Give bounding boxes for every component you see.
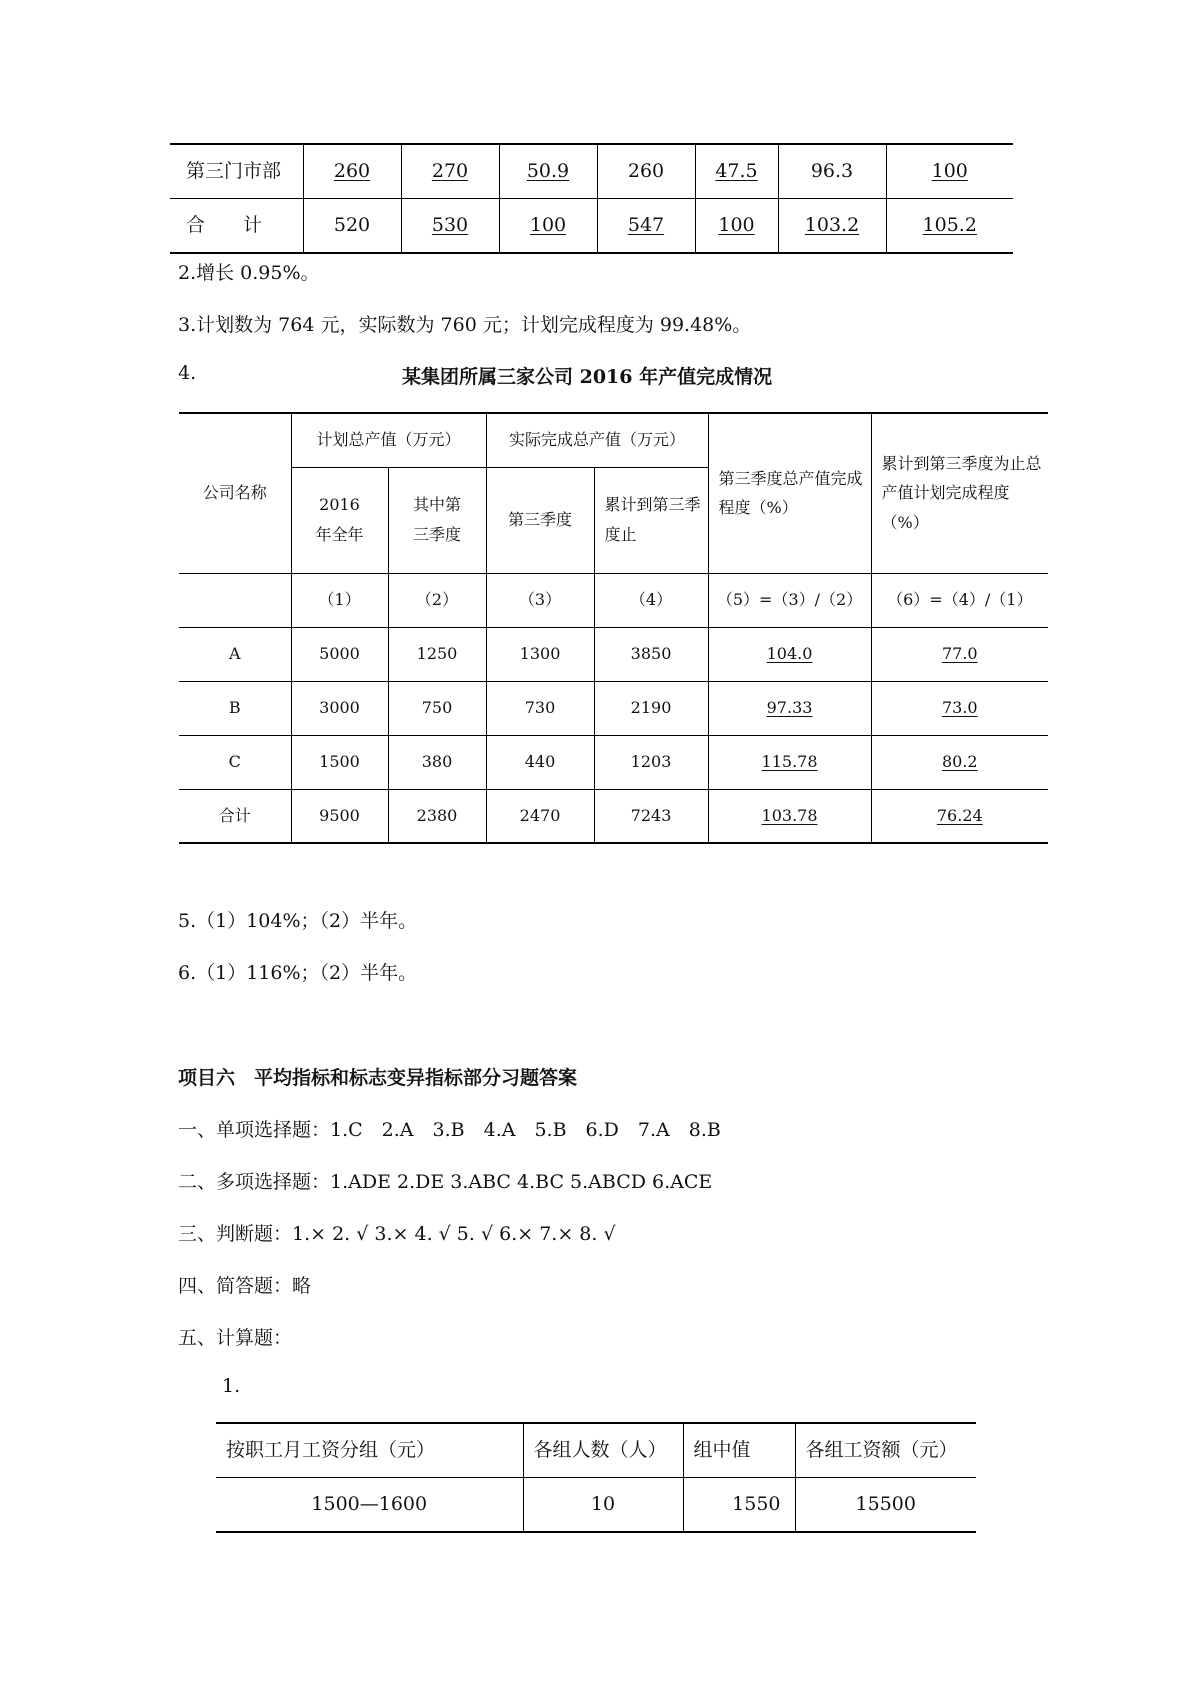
table-row — [170, 144, 1013, 199]
row-label: A — [179, 627, 291, 681]
table-cell: 100 — [529, 213, 567, 236]
table-cell: 103.78 — [761, 805, 818, 825]
table-row — [179, 789, 1048, 843]
table-cell: 50.9 — [526, 159, 570, 182]
table-cell: 100 — [931, 159, 968, 182]
formula-cell: （3） — [486, 573, 594, 627]
answer-4-number: 4. — [178, 362, 197, 384]
table-cell: 730 — [486, 681, 594, 735]
table-cell: 77.0 — [941, 644, 978, 664]
formula-cell: （2） — [388, 573, 486, 627]
answer-6: 6.（1）116%；（2）半年。 — [178, 962, 418, 984]
table-cell: 3850 — [594, 627, 708, 681]
formula-row — [179, 573, 1048, 627]
row-label: C — [179, 735, 291, 789]
answer-3: 3.计划数为 764 元，实际数为 760 元；计划完成程度为 99.48%。 — [178, 314, 752, 336]
answer-2: 2.增长 0.95%。 — [178, 262, 320, 284]
table-cell: 104.0 — [766, 644, 813, 664]
header-company: 公司名称 — [179, 413, 291, 573]
table-cell: 520 — [333, 213, 371, 236]
header-cum-rate: 累计到第三季度为止总产值计划完成程度（%） — [871, 413, 1048, 573]
header-actual-q3: 第三季度 — [486, 467, 594, 573]
table-cell: 1500 — [291, 735, 388, 789]
table-cell: 260 — [333, 159, 371, 182]
header-total-wage: 各组工资额（元） — [795, 1423, 976, 1478]
header-q3-rate: 第三季度总产值完成程度（%） — [708, 413, 871, 573]
short-answer: 四、简答题：略 — [178, 1275, 312, 1297]
table-title: 某集团所属三家公司 2016 年产值完成情况 — [402, 366, 773, 388]
header-plan-q3: 其中第三季度 — [388, 467, 486, 573]
table-cell: 9500 — [291, 789, 388, 843]
table-cell: 547 — [627, 213, 665, 236]
single-choice-answers: 一、单项选择题：1.C 2.A 3.B 4.A 5.B 6.D 7.A 8.B — [178, 1119, 721, 1141]
row-label: 第三门市部 — [170, 144, 303, 199]
header-cumulative: 累计到第三季度止 — [594, 467, 708, 573]
header-plan-group: 计划总产值（万元） — [291, 413, 486, 467]
header-actual-group: 实际完成总产值（万元） — [486, 413, 708, 467]
formula-cell: （5）=（3）/（2） — [708, 573, 871, 627]
table-cell: 2190 — [594, 681, 708, 735]
wage-group-table — [216, 1422, 976, 1533]
header-midpoint: 组中值 — [683, 1423, 795, 1478]
multi-choice-answers: 二、多项选择题：1.ADE 2.DE 3.ABC 4.BC 5.ABCD 6.ACE — [178, 1171, 713, 1193]
table-cell: 2470 — [486, 789, 594, 843]
header-count: 各组人数（人） — [523, 1423, 683, 1478]
table-cell: 1550 — [683, 1478, 795, 1533]
header-wage-group: 按职工月工资分组（元） — [216, 1423, 523, 1478]
table-cell: 270 — [431, 159, 469, 182]
header-row — [216, 1423, 976, 1478]
table-cell: 3000 — [291, 681, 388, 735]
calc-heading: 五、计算题： — [178, 1327, 293, 1349]
table-cell: 7243 — [594, 789, 708, 843]
table-cell: 10 — [523, 1478, 683, 1533]
table-cell: 440 — [486, 735, 594, 789]
output-completion-table — [179, 412, 1048, 844]
table-cell: 1500—1600 — [311, 1492, 428, 1515]
calc-item-1: 1. — [222, 1375, 241, 1397]
table-cell: 105.2 — [922, 213, 977, 236]
answer-5: 5.（1）104%；（2）半年。 — [178, 910, 418, 932]
formula-cell: （6）=（4）/（1） — [871, 573, 1048, 627]
table-cell: 380 — [388, 735, 486, 789]
table-cell: 96.3 — [810, 159, 854, 182]
table-cell: 1203 — [594, 735, 708, 789]
sales-plan-table-continued — [170, 143, 1013, 254]
table-cell: 103.2 — [804, 213, 860, 236]
table-row — [216, 1478, 976, 1533]
table-cell: 15500 — [795, 1478, 976, 1533]
table-row — [179, 681, 1048, 735]
formula-cell: （1） — [291, 573, 388, 627]
table-cell: 2380 — [388, 789, 486, 843]
table-cell: 76.24 — [936, 805, 983, 825]
row-label: B — [179, 681, 291, 735]
table-cell: 5000 — [291, 627, 388, 681]
row-label: 合计 — [218, 805, 251, 825]
table-cell: 100 — [718, 213, 755, 236]
table-cell: 1250 — [388, 627, 486, 681]
table-cell: 260 — [627, 159, 665, 182]
table-cell: 750 — [388, 681, 486, 735]
formula-cell: （4） — [594, 573, 708, 627]
table-cell: 530 — [431, 213, 469, 236]
judgement-answers: 三、判断题：1.× 2. √ 3.× 4. √ 5. √ 6.× 7.× 8. √ — [178, 1223, 616, 1245]
row-label: 合 计 — [186, 213, 263, 236]
table-cell: 73.0 — [941, 698, 978, 718]
table-row — [179, 627, 1048, 681]
table-row — [179, 735, 1048, 789]
table-cell: 97.33 — [766, 698, 813, 718]
table-row — [170, 199, 1013, 254]
header-year: 2016 年全年 — [291, 467, 388, 573]
table-cell: 115.78 — [761, 752, 818, 772]
table-cell: 1300 — [486, 627, 594, 681]
table-cell: 47.5 — [715, 159, 758, 182]
table-cell: 80.2 — [941, 752, 978, 772]
section-heading: 项目六 平均指标和标志变异指标部分习题答案 — [178, 1067, 578, 1089]
